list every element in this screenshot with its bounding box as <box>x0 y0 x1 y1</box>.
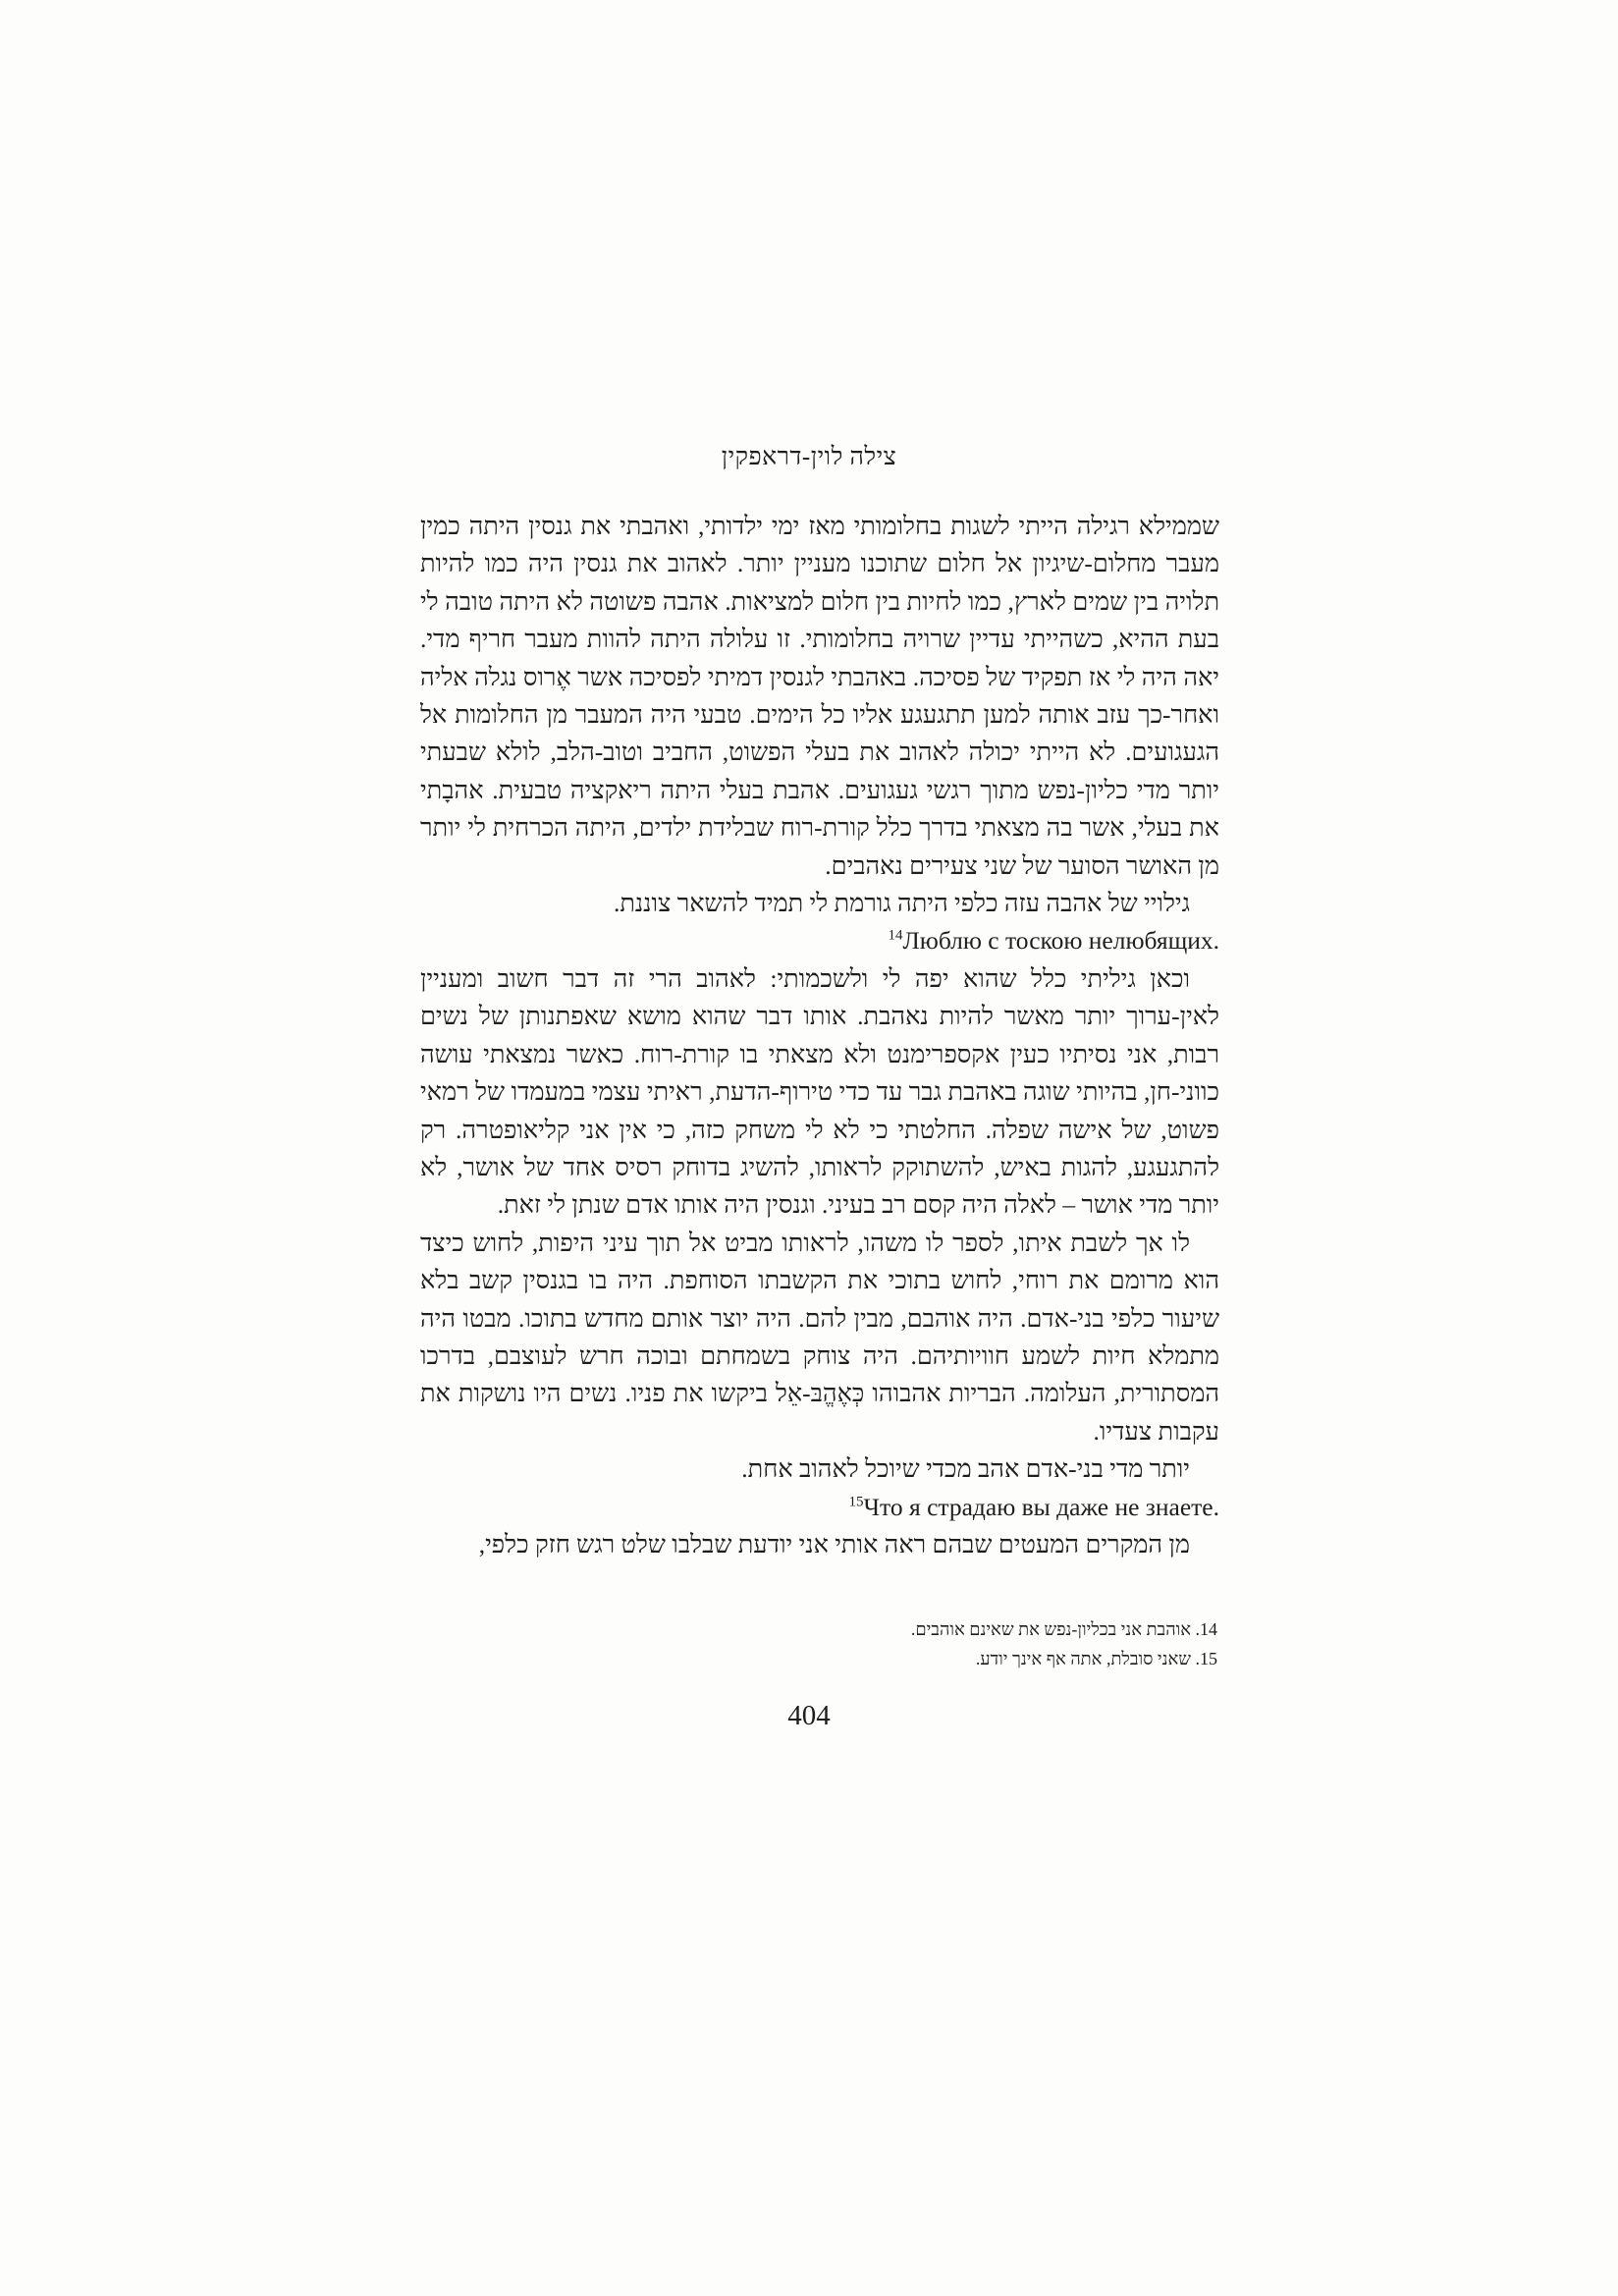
page-number: 404 <box>787 1700 831 1731</box>
russian-quote-words: Что я страдаю вы даже не знаете <box>863 1492 1214 1521</box>
russian-quote-text: $^{14}$Люблю с тоскою нелюбящих. <box>888 926 1219 956</box>
footnotes <box>511 1614 1217 1673</box>
footnote-14: 14. אוהבת אני בכליון-נפש את שאינם אוהבים. <box>910 1619 1217 1639</box>
footnote-ref-15: 15 <box>848 1494 864 1510</box>
running-header: צילה לוין-דראפקין <box>721 444 897 470</box>
body-text <box>420 508 1219 1563</box>
russian-quote-2 <box>420 1489 1219 1526</box>
russian-quote-words: Люблю с тоскою нелюбящих <box>902 926 1214 956</box>
footnote-ref-14: 14 <box>888 927 903 944</box>
paragraph-5: יותר מדי בני-אדם אהב מכדי שיוכל לאהוב אחת. <box>741 1454 1190 1484</box>
paragraph-6: מן המקרים המעטים שבהם ראה אותי אני יודעת שבלבו שלט רגש חזק כלפי, <box>478 1529 1190 1558</box>
russian-quote-text: $^{15}$Что я страдаю вы даже не знаете. <box>848 1492 1219 1521</box>
paragraph-3: וכאן גיליתי כלל שהוא יפה לי ולשכמותי: לאהוב הרי זה דבר חשוב ומעניין לאין-ערוך יותר מאשר להיות נאהבת. אותו דבר שהוא מושא שאפתנותן של נשים רבות, אני נסיתיו כעין אקספרימנט ולא מצאתי בו קורת-רוח. כאשר נמצאתי עושה כווני-חן, בהיותי שוגה באהבת גבר עד כדי טירוף-הדעת, ראיתי עצמי במעמדו של רמאי פשוט, של אישה שפלה. החלטתי כי לא לי משחק כזה, כי אין אני קליאופטרה. רק להתגעגע, להגות באיש, להשתוקק לראותו, להשיג בדוחק רסיס אחד של אושר, לא יותר מדי אושר – לאלה היה קסם רב בעיני. וגנסין היה אותו אדם שנתן לי זאת. <box>420 963 1219 1220</box>
paragraph-1: שממילא רגילה הייתי לשגות בחלומותי מאז ימי ילדותי, ואהבתי את גנסין היתה כמין מעבר מחלום-שיגיון אל חלום שתוכנו מעניין יותר. לאהוב את גנסין היה כמו להיות תלויה בין שמים לארץ, כמו לחיות בין חלום למציאות. אהבה פשוטה לא היתה טובה לי בעת ההיא, כשהייתי עדיין שרויה בחלומותי. זו עלולה היתה להוות מעבר חריף מדי. יאה היה לי אז תפקיד של פסיכה. באהבתי לגנסין דמיתי לפסיכה אשר אֶרוס נגלה אליה ואחר-כך עזב אותה למען תתגעגע אליו כל הימים. טבעי היה המעבר מן החלומות אל הגעגועים. לא הייתי יכולה לאהוב את בעלי הפשוט, החביב וטוב-הלב, לולא שבעתי יותר מדי כליון-נפש מתוך רגשי געגועים. אהבת בעלי היתה ריאקציה טבעית. אהבָתי את בעלי, אשר בה מצאתי בדרך כלל קורת-רוח שבלידת ילדים, היתה הכרחית לי יותר מן האושר הסוער של שני צעירים נאהבים. <box>420 512 1219 880</box>
footnote-15: 15. שאני סובלת, אתה אף אינך יודע. <box>975 1649 1217 1668</box>
russian-quote-1 <box>420 922 1219 959</box>
paragraph-4: לו אך לשבת איתו, לספר לו משהו, לראותו מביט אל תוך עיני היפות, לחוש כיצד הוא מרומם את רוחי, לחוש בתוכי את הקשבתו הסוחפת. היה בו בגנסין קשב בלא שיעור כלפי בני-אדם. היה אוהבם, מבין להם. היה יוצר אותם מחדש בתוכו. מבטו היה מתמלא חיות לשמע חוויותיהם. היה צוחק בשמחתם ובוכה חרש לעוצבם, בדרכו המסתורית, העלומה. הבריות אהבוהו כְּאֶהֱבּ-אֵל ביקשו את פניו. נשים היו נושקות את עקבות צעדיו. <box>420 1228 1219 1446</box>
paragraph-2: גילויי של אהבה עזה כלפי היתה גורמת לי תמיד להשאר צוננת. <box>613 889 1190 918</box>
